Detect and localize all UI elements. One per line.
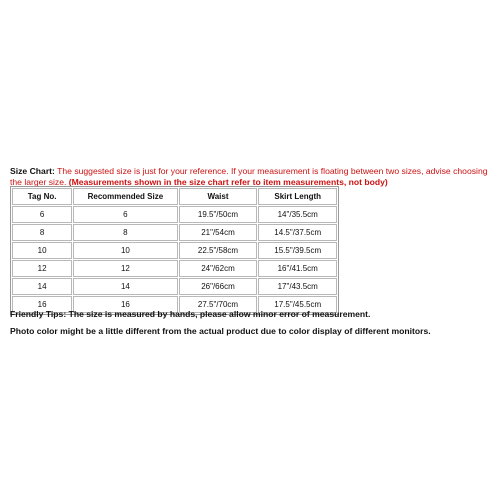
cell-tag-no: 8: [12, 224, 72, 241]
cell-recommended-size: 14: [73, 278, 177, 295]
header-waist: Waist: [179, 188, 258, 205]
cell-skirt-length: 15.5"/39.5cm: [258, 242, 337, 259]
cell-recommended-size: 6: [73, 206, 177, 223]
cell-skirt-length: 14.5"/37.5cm: [258, 224, 337, 241]
cell-tag-no: 10: [12, 242, 72, 259]
cell-recommended-size: 12: [73, 260, 177, 277]
cell-recommended-size: 10: [73, 242, 177, 259]
size-chart-description: The suggested size is just for your reference. If your measurement is floating between two sizes, advise choosing the larger size.: [10, 166, 488, 187]
size-chart-measurement-note: (Measurements shown in the size chart refer to item measurements, not body): [68, 176, 388, 187]
header-skirt-length: Skirt Length: [258, 188, 337, 205]
photo-color-note: Photo color might be a little different from the actual product due to color display of different monitors.: [10, 326, 431, 336]
cell-waist: 21"/54cm: [179, 224, 258, 241]
table-row: [12, 242, 337, 259]
cell-skirt-length: 14"/35.5cm: [258, 206, 337, 223]
friendly-tips: Friendly Tips: The size is measured by hands, please allow minor error of measurement.: [10, 309, 371, 319]
table-row: [12, 278, 337, 295]
table-row: [12, 260, 337, 277]
cell-tag-no: 16: [12, 296, 72, 313]
cell-waist: 19.5"/50cm: [179, 206, 258, 223]
cell-skirt-length: 16"/41.5cm: [258, 260, 337, 277]
header-recommended-size: Recommended Size: [73, 188, 177, 205]
cell-tag-no: 6: [12, 206, 72, 223]
cell-waist: 26"/66cm: [179, 278, 258, 295]
cell-tag-no: 14: [12, 278, 72, 295]
table-header-row: [12, 188, 337, 205]
cell-tag-no: 12: [12, 260, 72, 277]
cell-skirt-length: 17"/43.5cm: [258, 278, 337, 295]
cell-waist: 22.5"/58cm: [179, 242, 258, 259]
table-row: [12, 206, 337, 223]
size-chart-label: Size Chart:: [10, 166, 55, 176]
cell-skirt-length: 17.5"/45.5cm: [258, 296, 337, 313]
cell-waist: 24"/62cm: [179, 260, 258, 277]
cell-waist: 27.5"/70cm: [179, 296, 258, 313]
cell-recommended-size: 8: [73, 224, 177, 241]
cell-recommended-size: 16: [73, 296, 177, 313]
table-row: [12, 224, 337, 241]
header-tag-no: Tag No.: [12, 188, 72, 205]
size-chart-table: [10, 186, 339, 315]
size-chart-intro: [10, 166, 492, 187]
